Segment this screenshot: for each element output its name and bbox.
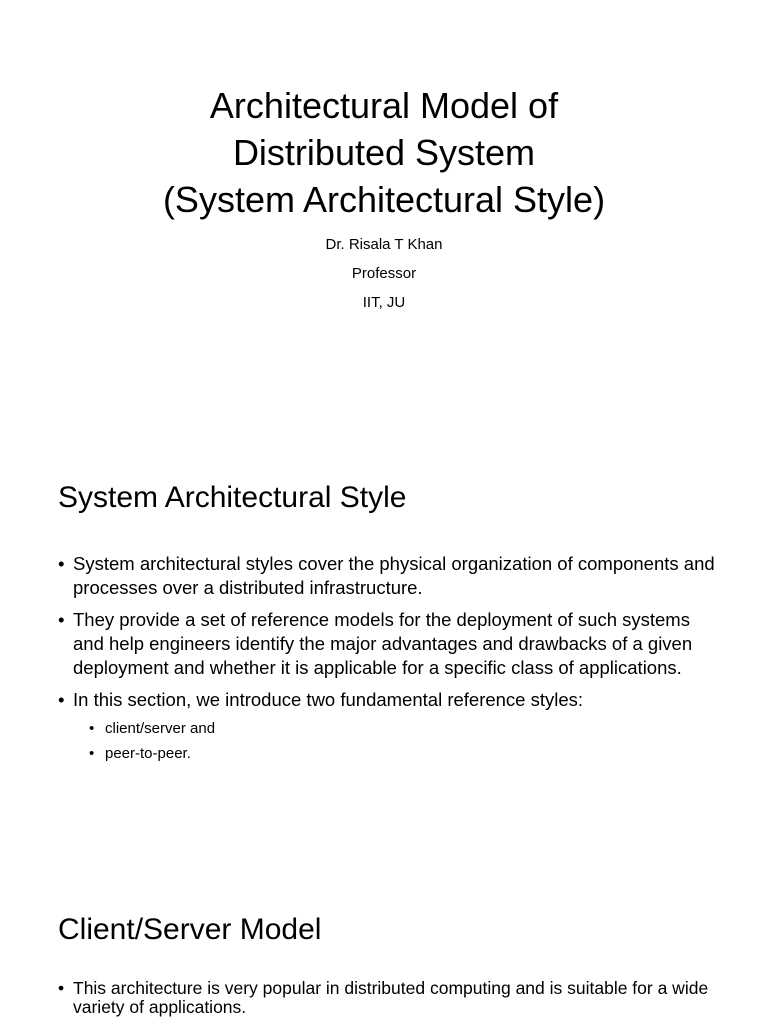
list-item xyxy=(58,688,718,766)
content-slide xyxy=(0,864,768,1024)
bullet-text: In this section, we introduce two fundamental reference styles: xyxy=(73,689,584,710)
bullet-marker: • xyxy=(58,553,65,574)
sub-list-item xyxy=(89,741,718,766)
slide-title xyxy=(0,82,768,223)
title-slide xyxy=(0,0,768,432)
sub-bullet-text: client/server and xyxy=(105,720,216,737)
bullet-marker: • xyxy=(58,978,65,998)
list-item xyxy=(58,608,718,680)
bullet-text: System architectural styles cover the physical organization of components and processes over a distributed infrastructure. xyxy=(73,553,715,598)
bullet-marker: • xyxy=(89,745,95,762)
bullet-text: They provide a set of reference models for the deployment of such systems and help engineers identify the major advantages and drawbacks of a given deployment and whether it is applicable for a specific class of applications. xyxy=(73,609,693,678)
sub-list-item xyxy=(89,716,718,741)
bullet-text: This architecture is very popular in distributed computing and is suitable for a wide variety of applications. xyxy=(73,978,709,1017)
slide-heading: System Architectural Style xyxy=(58,481,407,514)
author-name: Dr. Risala T Khan xyxy=(325,236,443,253)
slide-title-line: Distributed System xyxy=(232,132,536,173)
sub-bullet-text: peer-to-peer. xyxy=(105,745,191,762)
bullet-marker: • xyxy=(58,609,65,630)
list-item xyxy=(58,552,718,600)
bullet-list xyxy=(58,552,718,774)
author-affiliation: IIT, JU xyxy=(362,294,406,311)
content-slide xyxy=(0,432,768,864)
list-item xyxy=(58,979,718,1017)
author-title: Professor xyxy=(351,265,417,282)
slide-heading: Client/Server Model xyxy=(58,913,322,946)
bullet-marker: • xyxy=(89,720,95,737)
slide-subtitle xyxy=(0,230,768,317)
sub-bullet-list xyxy=(89,716,718,766)
bullet-marker: • xyxy=(58,689,65,710)
slide-title-line: (System Architectural Style) xyxy=(162,179,606,220)
slide-title-line: Architectural Model of xyxy=(209,85,559,126)
bullet-list xyxy=(58,979,718,1025)
